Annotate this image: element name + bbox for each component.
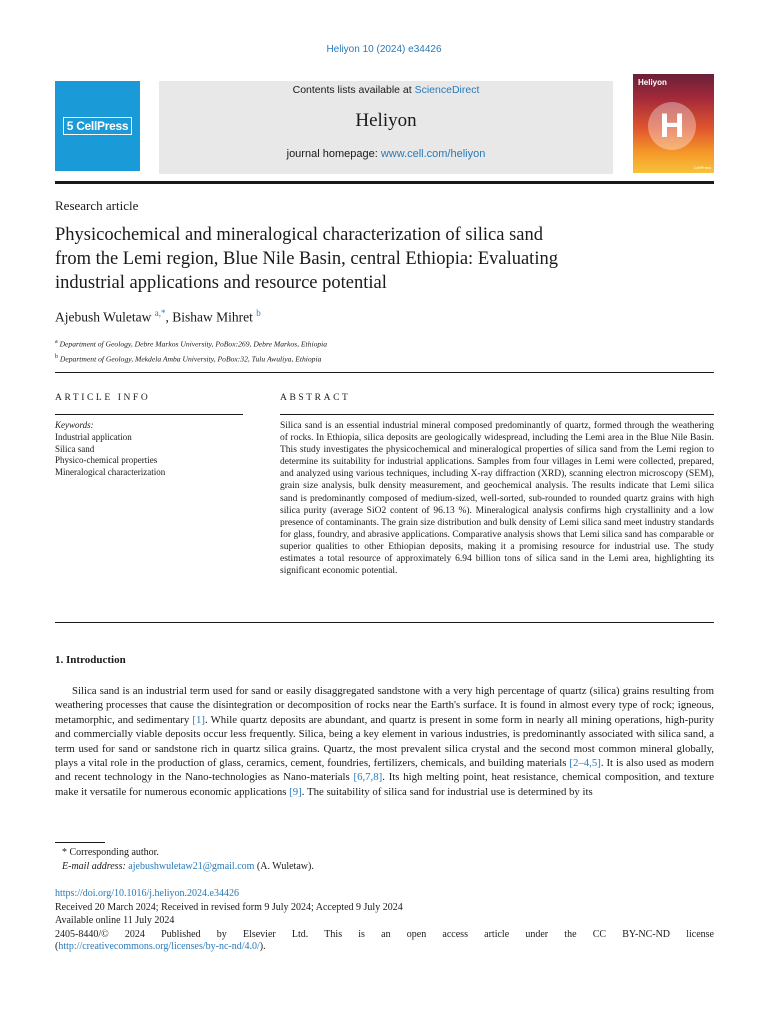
keyword: Physico-chemical properties bbox=[55, 455, 158, 466]
journal-citation[interactable]: Heliyon 10 (2024) e34426 bbox=[326, 44, 442, 55]
keyword: Silica sand bbox=[55, 443, 95, 454]
affiliation-text: Department of Geology, Mekdela Amba University, PoBox:32, Tulu Awuliya, Ethiopia bbox=[59, 354, 322, 364]
abstract-text: Silica sand is an essential industrial mineral composed predominantly of quartz, formed through the weathering of rocks. In Ethiopia, silica deposits are geologically widespread, including the Lemi area in the Blue Nile Basin. This study investigates the physicochemical and mineralogical properties of silica sand from the Lemi region to determine its suitability for industrial applications. Samples from four villages in Lemi were collected, prepared, and analyzed using various techniques, including X-ray diffraction (XRD), scanning electron microscopy (SEM), grain size analysis, bulk density measurement, and geochemical analysis. The results indicate that Lemi silica sand is predominantly composed of medium-sized, well-sorted, sub-rounded to rounded quartz grains with high silica purity (average SiO2 content of 96.13 %). Mineralogical analysis confirms high crystallinity and a low presence of contaminants. The grain size distribution and bulk density of Lemi silica sand meet industry standards for glass, foundry, and abrasive applications. Comparative analysis shows that Lemi silica sand has comparable or superior qualities to other Ethiopian deposits, making it a promising resource for industrial use. The study estimates a total resource of approximately 6.94 billion tons of silica sand in the Lemi area, highlighting its significant economic potential. bbox=[280, 421, 714, 577]
contents-line bbox=[159, 84, 613, 96]
header-divider bbox=[55, 181, 714, 184]
received-dates: Received 20 March 2024; Received in revised form 9 July 2024; Accepted 9 July 2024 bbox=[55, 902, 403, 913]
footnote-divider bbox=[55, 842, 105, 843]
article-info-heading: ARTICLE INFO bbox=[55, 393, 151, 403]
affiliation bbox=[55, 351, 327, 366]
reference-link[interactable]: [2–4,5] bbox=[569, 757, 601, 770]
introduction-paragraph bbox=[55, 684, 714, 799]
keyword: Industrial application bbox=[55, 431, 132, 442]
available-online: Available online 11 July 2024 bbox=[55, 915, 175, 926]
doi-link[interactable]: https://doi.org/10.1016/j.heliyon.2024.e34426 bbox=[55, 888, 239, 899]
keyword: Mineralogical characterization bbox=[55, 467, 166, 478]
author-name[interactable]: Bishaw Mihret bbox=[172, 309, 253, 325]
license-paren: ). bbox=[259, 941, 266, 952]
cellpress-logo bbox=[55, 81, 140, 171]
keywords-label: Keywords: bbox=[55, 420, 94, 430]
affiliation-text: Department of Geology, Debre Markos University, PoBox:269, Debre Markos, Ethiopia bbox=[59, 339, 328, 349]
license-link[interactable]: http://creativecommons.org/licenses/by-nc-nd/4.0/ bbox=[58, 941, 260, 952]
title-line: from the Lemi region, Blue Nile Basin, central Ethiopia: Evaluating bbox=[55, 249, 558, 269]
email-link[interactable]: ajebushwuletaw21@gmail.com bbox=[128, 861, 255, 872]
cover-circle bbox=[648, 102, 696, 150]
body-text: . Its high melting point, heat resistance, chemical composition, and texture make it versatile for numerous economic applications bbox=[55, 771, 714, 798]
email-line bbox=[62, 860, 314, 874]
author-affiliation-marker[interactable]: a,* bbox=[154, 308, 166, 318]
sciencedirect-link[interactable]: ScienceDirect bbox=[414, 84, 480, 96]
journal-cover-image bbox=[633, 74, 714, 173]
journal-header bbox=[159, 81, 613, 174]
cover-footer: CellPress bbox=[693, 165, 711, 170]
affiliation-label: b bbox=[55, 353, 58, 360]
reference-link[interactable]: [9] bbox=[289, 785, 302, 798]
title-line: Physicochemical and mineralogical characterization of silica sand bbox=[55, 225, 543, 245]
article-info-divider bbox=[55, 414, 243, 415]
body-text: . The suitability of silica sand for industrial use is determined by its bbox=[301, 785, 593, 798]
author-separator: , bbox=[165, 309, 173, 325]
cover-title: Heliyon bbox=[638, 78, 667, 87]
authors bbox=[55, 308, 261, 326]
license-url-line bbox=[55, 941, 266, 952]
cellpress-logo-text: 5 CellPress bbox=[63, 117, 132, 135]
homepage-line bbox=[159, 148, 613, 160]
reference-link[interactable]: [1] bbox=[192, 713, 205, 726]
license-statement: 2405-8440/© 2024 Published by Elsevier Ltd. This is an open access article under the CC BY-NC-ND license bbox=[55, 929, 714, 940]
cover-letter: H bbox=[659, 106, 685, 145]
body-text: . While quartz deposits are abundant, and quartz is present in some form in nearly all mining operations, high-purity and commercially viable deposits occur less frequently. Silica, being a key element in various industries, is predominantly associated with silica sand, a term used for sand or sandstone rich in quartz silica grains. Quartz, the most prevalent silica crystal and the second most common mineral globally, plays a vital role in the production of glass, ceramics, cement, foundries, fertilizers, chemicals, and building materials bbox=[55, 713, 714, 770]
article-title bbox=[55, 223, 655, 295]
section-divider bbox=[55, 622, 714, 623]
author-name[interactable]: Ajebush Wuletaw bbox=[55, 309, 152, 325]
article-type: Research article bbox=[55, 198, 139, 213]
abstract-divider bbox=[280, 414, 714, 415]
contents-prefix: Contents lists available at bbox=[292, 84, 415, 96]
body-text: . It is also used as modern and recent technology in the Nano-technologies as Nano-materials bbox=[55, 757, 714, 784]
affiliations bbox=[55, 336, 327, 365]
title-line: industrial applications and resource potential bbox=[55, 273, 387, 293]
corresponding-author-note: * Corresponding author. bbox=[62, 847, 159, 858]
email-label: E-mail address: bbox=[62, 861, 126, 872]
body-text: Silica sand is an industrial term used for sand or easily disaggregated sandstone with a very high percentage of quartz (silica) grains resulting from weathering processes that cause the disintegration or decomposition of rocks near the Earth's surface. It is found in almost every type of rock; igneous, metamorphic, and sedimentary bbox=[55, 685, 714, 726]
homepage-link[interactable]: www.cell.com/heliyon bbox=[380, 148, 486, 160]
email-suffix: (A. Wuletaw). bbox=[254, 861, 314, 872]
section-divider bbox=[55, 372, 714, 373]
homepage-prefix: journal homepage: bbox=[286, 148, 381, 160]
author-affiliation-marker[interactable]: b bbox=[256, 308, 261, 318]
abstract-heading: ABSTRACT bbox=[280, 393, 351, 403]
footnote bbox=[62, 846, 314, 874]
license-paren: ( bbox=[55, 941, 59, 952]
introduction-heading: 1. Introduction bbox=[55, 654, 126, 666]
affiliation-label: a bbox=[55, 339, 58, 345]
affiliation bbox=[55, 336, 327, 351]
keywords-block bbox=[55, 420, 165, 479]
journal-name: Heliyon bbox=[355, 110, 417, 131]
reference-link[interactable]: [6,7,8] bbox=[353, 771, 383, 784]
